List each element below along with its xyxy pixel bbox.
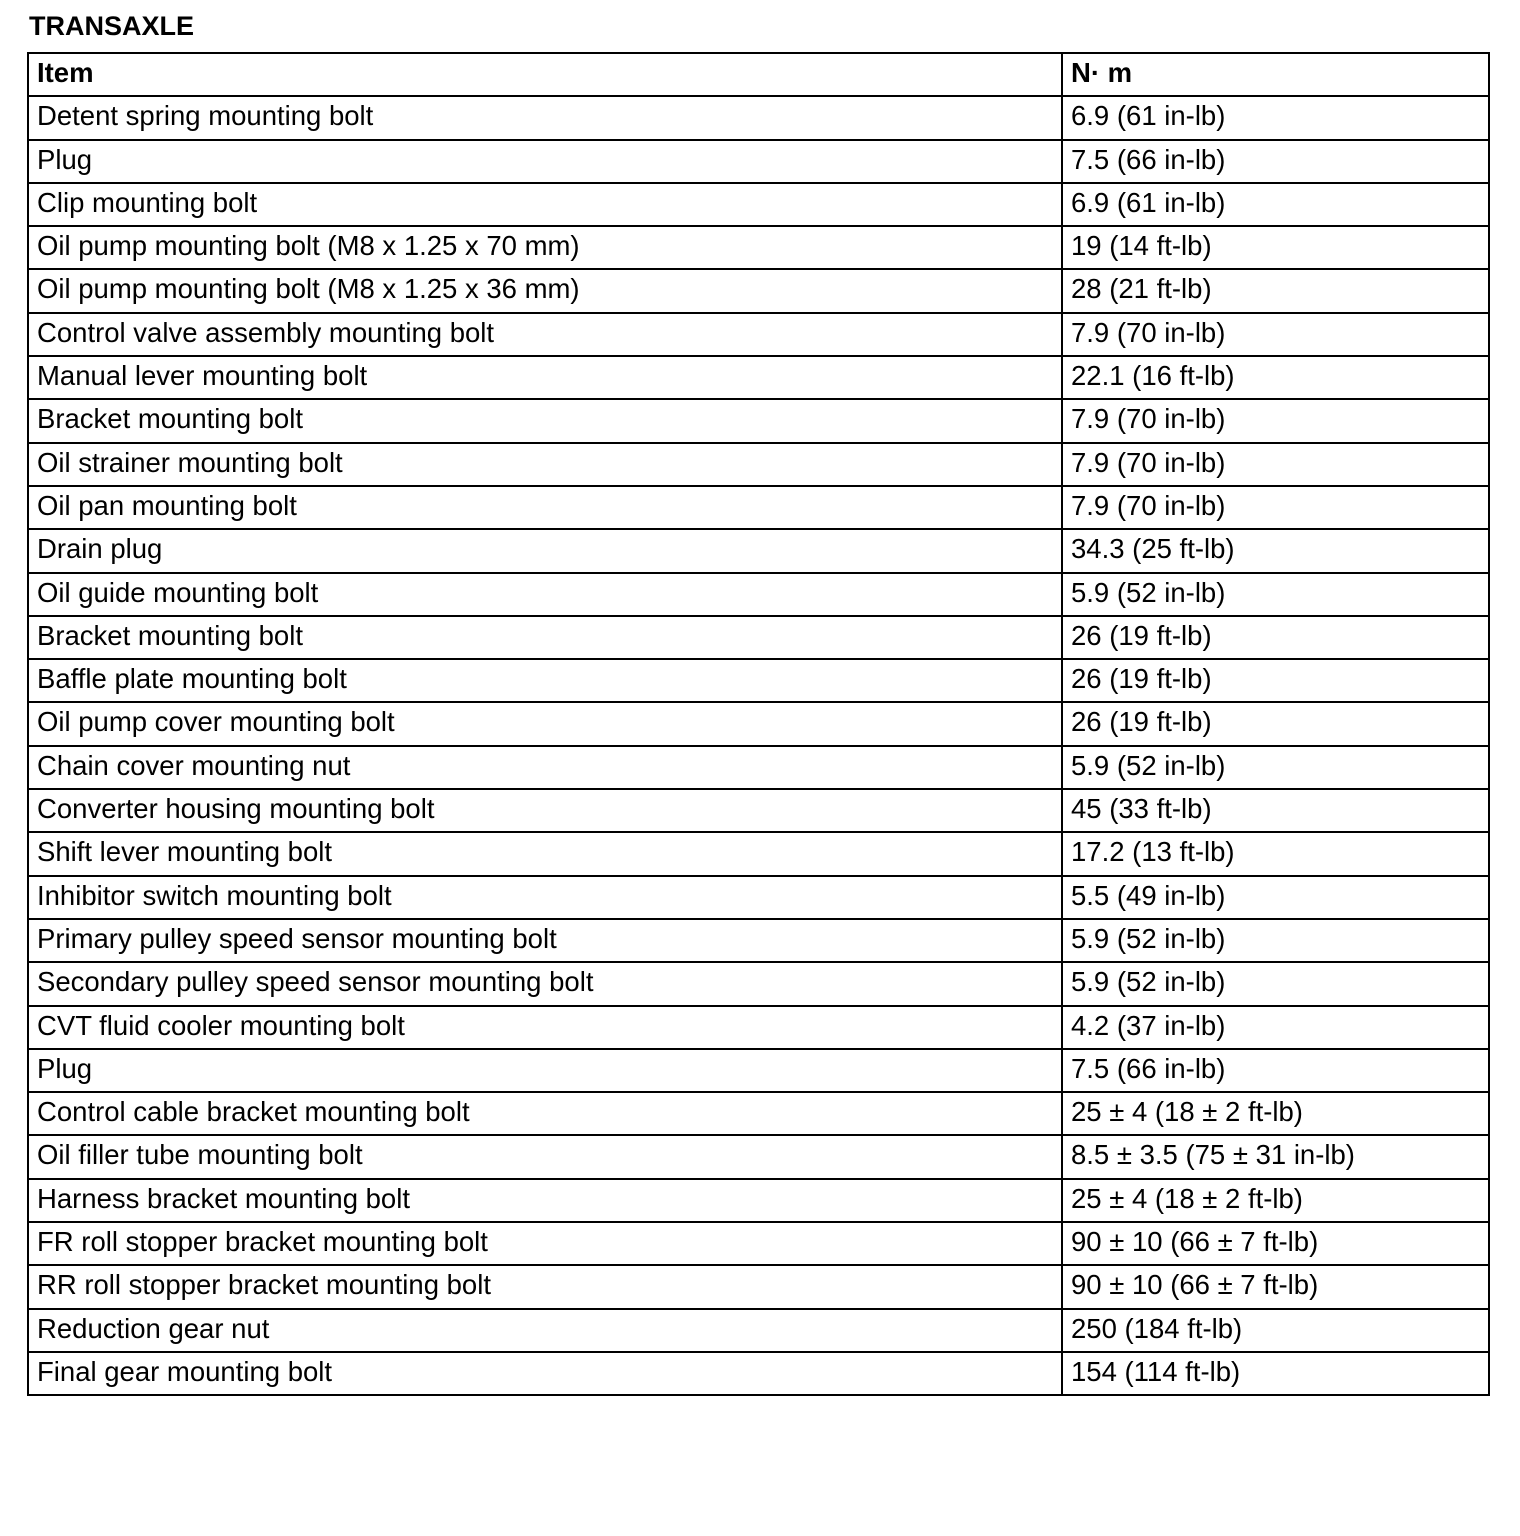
table-row [28,1092,1489,1135]
item-cell: Control cable bracket mounting bolt [28,1092,1062,1135]
item-cell: Bracket mounting bolt [28,616,1062,659]
section-title: TRANSAXLE [29,11,195,41]
item-cell: Inhibitor switch mounting bolt [28,876,1062,919]
table-row [28,140,1489,183]
torque-cell: 25 ± 4 (18 ± 2 ft-lb) [1062,1179,1489,1222]
item-cell: Baffle plate mounting bolt [28,659,1062,702]
torque-cell: 7.9 (70 in-lb) [1062,399,1489,442]
table-row [28,832,1489,875]
item-cell: Clip mounting bolt [28,183,1062,226]
item-cell: Plug [28,140,1062,183]
table-body [28,96,1489,1395]
torque-cell: 25 ± 4 (18 ± 2 ft-lb) [1062,1092,1489,1135]
torque-cell: 26 (19 ft-lb) [1062,659,1489,702]
column-header-torque: N· m [1062,53,1489,96]
table-row [28,269,1489,312]
torque-cell: 90 ± 10 (66 ± 7 ft-lb) [1062,1265,1489,1308]
item-cell: Drain plug [28,529,1062,572]
item-cell: Oil guide mounting bolt [28,573,1062,616]
table-row [28,789,1489,832]
torque-cell: 154 (114 ft-lb) [1062,1352,1489,1395]
item-cell: Oil pan mounting bolt [28,486,1062,529]
torque-cell: 6.9 (61 in-lb) [1062,96,1489,139]
torque-cell: 5.5 (49 in-lb) [1062,876,1489,919]
table-row [28,876,1489,919]
table-row [28,1049,1489,1092]
torque-cell: 5.9 (52 in-lb) [1062,962,1489,1005]
torque-cell: 7.5 (66 in-lb) [1062,140,1489,183]
item-cell: Oil strainer mounting bolt [28,443,1062,486]
item-cell: Bracket mounting bolt [28,399,1062,442]
torque-cell: 5.9 (52 in-lb) [1062,573,1489,616]
item-cell: Oil pump cover mounting bolt [28,702,1062,745]
table-row [28,1352,1489,1395]
item-cell: Manual lever mounting bolt [28,356,1062,399]
item-cell: Chain cover mounting nut [28,746,1062,789]
item-cell: FR roll stopper bracket mounting bolt [28,1222,1062,1265]
torque-cell: 8.5 ± 3.5 (75 ± 31 in-lb) [1062,1135,1489,1178]
item-cell: Harness bracket mounting bolt [28,1179,1062,1222]
table-header-row [28,53,1489,96]
table-row [28,746,1489,789]
table-row [28,1265,1489,1308]
table-row [28,486,1489,529]
item-cell: Oil pump mounting bolt (M8 x 1.25 x 70 mm) [28,226,1062,269]
item-cell: Plug [28,1049,1062,1092]
torque-cell: 28 (21 ft-lb) [1062,269,1489,312]
torque-cell: 7.5 (66 in-lb) [1062,1049,1489,1092]
item-cell: Shift lever mounting bolt [28,832,1062,875]
table-row [28,962,1489,1005]
torque-cell: 26 (19 ft-lb) [1062,616,1489,659]
item-cell: Final gear mounting bolt [28,1352,1062,1395]
torque-spec-table [27,52,1490,1396]
table-row [28,313,1489,356]
torque-cell: 90 ± 10 (66 ± 7 ft-lb) [1062,1222,1489,1265]
table-row [28,616,1489,659]
table-row [28,356,1489,399]
table-row [28,96,1489,139]
torque-cell: 26 (19 ft-lb) [1062,702,1489,745]
table-row [28,529,1489,572]
table-row [28,399,1489,442]
table-row [28,1222,1489,1265]
table-row [28,659,1489,702]
item-cell: RR roll stopper bracket mounting bolt [28,1265,1062,1308]
item-cell: Reduction gear nut [28,1309,1062,1352]
item-cell: Secondary pulley speed sensor mounting bolt [28,962,1062,1005]
item-cell: Detent spring mounting bolt [28,96,1062,139]
item-cell: Oil filler tube mounting bolt [28,1135,1062,1178]
column-header-item: Item [28,53,1062,96]
table-row [28,1006,1489,1049]
item-cell: CVT fluid cooler mounting bolt [28,1006,1062,1049]
torque-cell: 5.9 (52 in-lb) [1062,746,1489,789]
item-cell: Oil pump mounting bolt (M8 x 1.25 x 36 mm) [28,269,1062,312]
torque-cell: 7.9 (70 in-lb) [1062,486,1489,529]
torque-cell: 22.1 (16 ft-lb) [1062,356,1489,399]
torque-cell: 7.9 (70 in-lb) [1062,313,1489,356]
table-row [28,702,1489,745]
table-row [28,1309,1489,1352]
item-cell: Control valve assembly mounting bolt [28,313,1062,356]
torque-cell: 19 (14 ft-lb) [1062,226,1489,269]
table-row [28,573,1489,616]
torque-cell: 7.9 (70 in-lb) [1062,443,1489,486]
item-cell: Converter housing mounting bolt [28,789,1062,832]
table-row [28,1179,1489,1222]
torque-cell: 5.9 (52 in-lb) [1062,919,1489,962]
table-row [28,1135,1489,1178]
torque-cell: 6.9 (61 in-lb) [1062,183,1489,226]
torque-cell: 34.3 (25 ft-lb) [1062,529,1489,572]
torque-cell: 4.2 (37 in-lb) [1062,1006,1489,1049]
table-row [28,443,1489,486]
torque-cell: 250 (184 ft-lb) [1062,1309,1489,1352]
table-row [28,183,1489,226]
item-cell: Primary pulley speed sensor mounting bolt [28,919,1062,962]
torque-cell: 45 (33 ft-lb) [1062,789,1489,832]
table-row [28,919,1489,962]
torque-cell: 17.2 (13 ft-lb) [1062,832,1489,875]
table-row [28,226,1489,269]
